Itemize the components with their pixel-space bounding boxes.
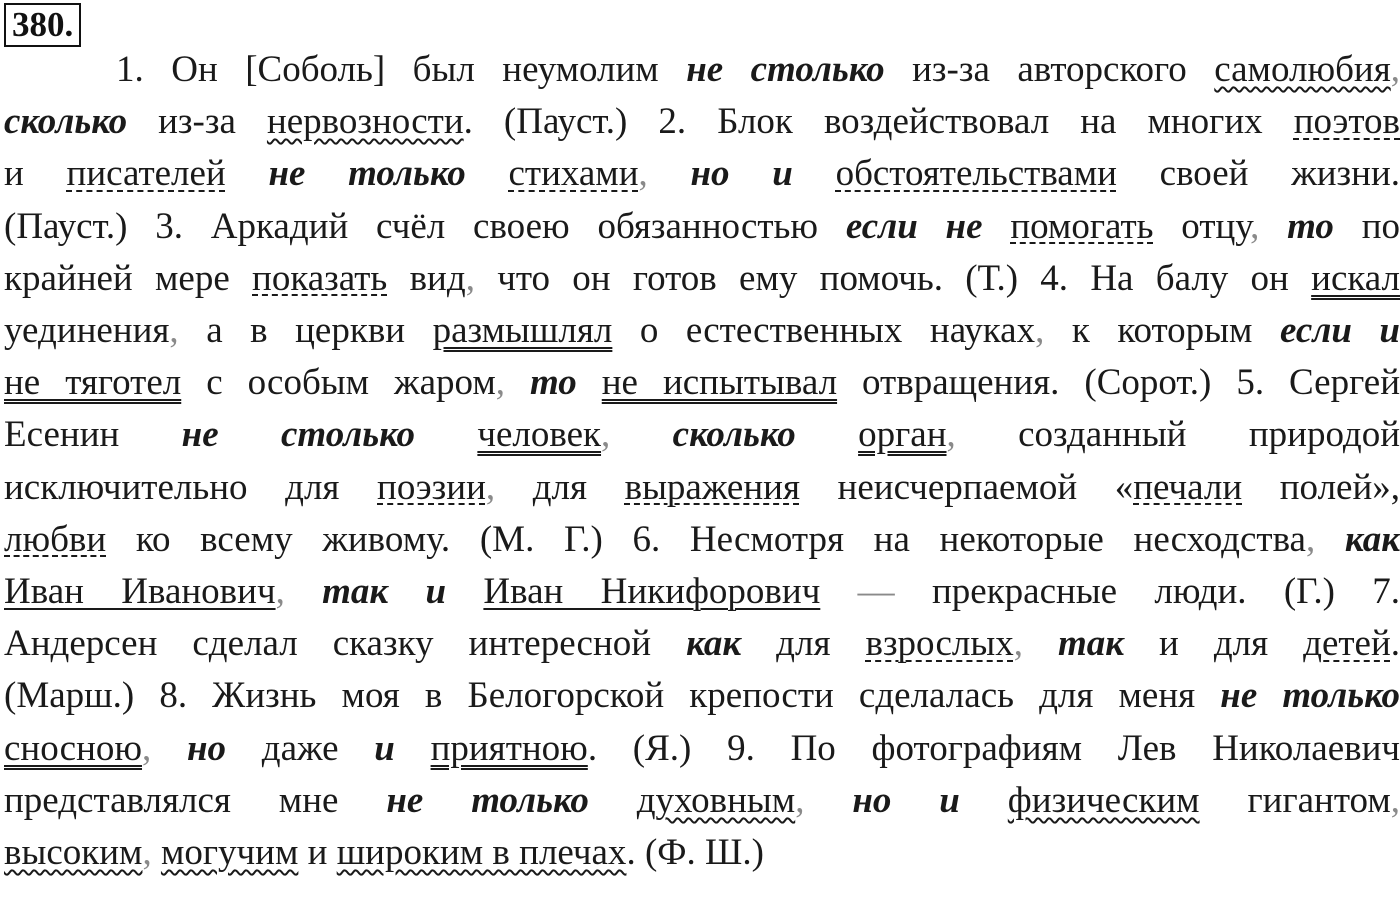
conjunction: но и [690, 153, 793, 195]
punctuation: — [820, 571, 932, 612]
text-fragment: из-за [127, 101, 267, 143]
text-fragment [1315, 519, 1345, 560]
text-fragment: и [298, 832, 337, 873]
punctuation: , [495, 362, 505, 404]
text-fragment: (Марш.) 8. Жизнь моя в Белогорской крепости сделалась для меня [4, 675, 1221, 717]
text-fragment: своей жизни. [1116, 153, 1400, 195]
underlined-word: не испытывал [601, 362, 838, 404]
text-fragment: что он готов ему помочь. (Т.) 4. На балу он [474, 257, 1312, 299]
text-fragment [446, 571, 483, 612]
text-fragment: гигантом [1199, 779, 1391, 821]
underlined-word: человек [477, 414, 602, 456]
text-fragment: (Пауст.) 3. Аркадий счёл своею обязанностью [4, 205, 846, 247]
underlined-word: стихами [508, 153, 639, 195]
underlined-word: самолюбия [1214, 49, 1391, 90]
text-fragment: вид [387, 257, 466, 299]
text-fragment: по [1333, 205, 1400, 247]
conjunction: не только [268, 153, 466, 195]
text-fragment: отцу [1153, 205, 1251, 247]
punctuation: , [638, 153, 648, 195]
text-line [4, 201, 1400, 253]
punctuation: , [142, 832, 152, 873]
text-line [4, 514, 1400, 566]
conjunction: если не [845, 205, 983, 247]
underlined-word: сносною [4, 727, 143, 769]
text-line [116, 44, 1400, 96]
underlined-word: Иван Иванович [4, 571, 276, 612]
text-line [4, 96, 1400, 148]
punctuation: , [601, 414, 611, 456]
text-fragment [152, 832, 161, 873]
underlined-word: искал [1311, 257, 1400, 299]
text-fragment [466, 153, 509, 194]
text-fragment [395, 728, 431, 769]
text-line [4, 305, 1400, 357]
text-fragment: а в церкви [178, 310, 433, 351]
underlined-word: помогать [1010, 205, 1154, 247]
conjunction: не столько [686, 49, 885, 90]
punctuation: , [1390, 49, 1400, 90]
punctuation: , [1390, 779, 1400, 821]
exercise-number: 380. [4, 3, 81, 47]
punctuation: , [946, 414, 956, 456]
text-fragment [505, 362, 530, 403]
underlined-word: нервозности [266, 101, 464, 143]
conjunction: как [686, 623, 742, 665]
punctuation: , [485, 466, 496, 508]
text-fragment: уединения [4, 310, 170, 351]
text-line [4, 148, 1400, 200]
underlined-word: обстоятельствами [835, 153, 1117, 195]
text-line [4, 462, 1400, 514]
punctuation: , [1013, 623, 1023, 665]
text-fragment [285, 571, 322, 612]
text-fragment [610, 414, 672, 455]
text-line [4, 253, 1400, 305]
punctuation: , [795, 779, 805, 821]
conjunction: то [529, 362, 577, 404]
text-fragment: созданный природой [955, 414, 1400, 456]
conjunction: сколько [4, 101, 128, 143]
text-fragment: полей», [1242, 466, 1400, 508]
conjunction: если и [1279, 310, 1400, 351]
underlined-word: печали [1133, 466, 1243, 508]
underlined-word: любви [4, 518, 107, 560]
conjunction: сколько [672, 414, 796, 456]
text-fragment: отвращения. (Сорот.) 5. Сергей [837, 362, 1400, 404]
underlined-word: физическим [1007, 779, 1200, 821]
conjunction: то [1287, 205, 1334, 247]
conjunction: но [187, 727, 227, 769]
text-fragment [983, 206, 1011, 247]
text-fragment: для [741, 623, 866, 665]
text-line [4, 670, 1400, 722]
underlined-word: могучим [160, 832, 299, 873]
text-line [4, 775, 1400, 827]
text-fragment [226, 153, 269, 194]
text-fragment: о естественных науках [612, 310, 1036, 351]
text-line [4, 618, 1400, 670]
text-fragment: . (Я.) 9. По фотографиям Лев Николаевич [587, 727, 1400, 769]
conjunction: так и [322, 571, 447, 612]
text-fragment [804, 780, 852, 821]
text-fragment: для [495, 466, 625, 508]
text-fragment [577, 362, 602, 403]
text-line [4, 357, 1400, 409]
underlined-word: взрослых [865, 623, 1014, 665]
underlined-word: показать [252, 257, 388, 299]
text-fragment: неисчерпаемой « [799, 466, 1134, 508]
text-line [4, 827, 1400, 879]
text-fragment: . [1390, 623, 1400, 665]
conjunction: и [374, 727, 395, 769]
text-fragment: даже [226, 727, 375, 769]
underlined-word: Иван Никифорович [483, 571, 821, 612]
text-fragment [1259, 206, 1287, 247]
text-fragment: крайней мере [4, 257, 253, 299]
text-fragment: из-за авторского [884, 49, 1215, 90]
underlined-word: духовным [636, 779, 796, 821]
text-fragment [589, 780, 637, 821]
underlined-word: высоким [4, 832, 143, 873]
text-fragment: Есенин [4, 414, 182, 456]
text-fragment [1023, 623, 1058, 664]
punctuation: , [465, 257, 475, 299]
underlined-word: выражения [624, 466, 800, 508]
text-fragment [151, 728, 187, 769]
underlined-word: поэзии [377, 466, 486, 508]
text-fragment: прекрасные люди. (Г.) 7. [931, 571, 1400, 612]
text-fragment: с особым жаром [181, 362, 496, 404]
punctuation: , [1035, 310, 1045, 351]
underlined-word: приятною [430, 727, 588, 769]
underlined-word: размышлял [432, 310, 613, 351]
conjunction: как [1344, 518, 1400, 560]
text-fragment [960, 780, 1008, 821]
text-fragment: и для [1124, 623, 1304, 665]
text-fragment: . (Ф. Ш.) [626, 832, 764, 873]
text-fragment: ко всему живому. (М. Г.) 6. Несмотря на некоторые несходства [106, 518, 1306, 560]
conjunction: так [1057, 623, 1125, 665]
text-fragment: 1. Он [Соболь] был неумолим [116, 49, 687, 90]
text-fragment [796, 414, 858, 455]
punctuation: , [1305, 518, 1316, 560]
punctuation: , [1250, 205, 1260, 247]
underlined-word: поэтов [1293, 101, 1400, 143]
text-line [4, 566, 1400, 618]
text-fragment [648, 153, 691, 194]
text-fragment: . (Пауст.) 2. Блок воздействовал на многих [463, 101, 1294, 143]
text-fragment [415, 414, 477, 455]
conjunction: не только [386, 779, 589, 821]
text-line [4, 723, 1400, 775]
underlined-word: широким в плечах [336, 832, 627, 873]
text-line [4, 409, 1400, 461]
text-fragment [793, 153, 836, 194]
underlined-word: не тяготел [4, 362, 182, 404]
punctuation: , [142, 727, 152, 769]
underlined-word: писателей [66, 153, 226, 195]
text-fragment: к которым [1044, 310, 1280, 351]
conjunction: не столько [181, 414, 416, 456]
punctuation: , [169, 310, 179, 351]
text-fragment: Андерсен сделал сказку интересной [4, 623, 687, 665]
punctuation: , [275, 571, 285, 612]
underlined-word: детей [1303, 623, 1391, 665]
underlined-word: орган [858, 414, 947, 456]
conjunction: не только [1220, 675, 1400, 717]
conjunction: но и [852, 779, 960, 821]
text-fragment: представлялся мне [4, 779, 387, 821]
text-fragment: исключительно для [4, 466, 378, 508]
text-fragment: и [4, 153, 67, 195]
